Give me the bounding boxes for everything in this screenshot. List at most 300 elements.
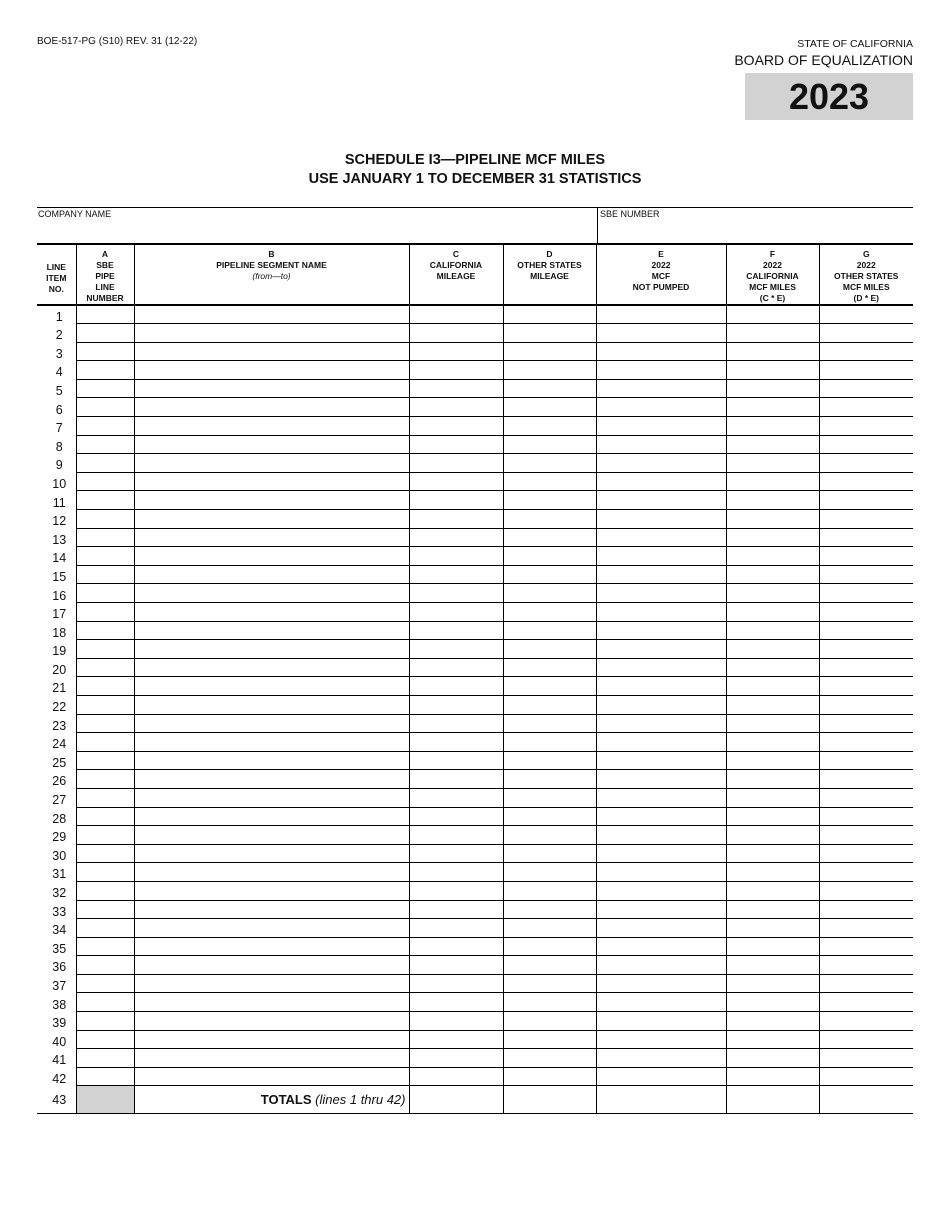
cell-other-states-mileage[interactable] [503, 454, 596, 473]
cell-other-states-mcf-miles[interactable] [819, 658, 913, 677]
cell-other-states-mileage[interactable] [503, 658, 596, 677]
cell-california-mileage[interactable] [409, 974, 503, 993]
cell-other-states-mcf-miles[interactable] [819, 807, 913, 826]
cell-sbe-pipe-line-number[interactable] [76, 863, 134, 882]
cell-california-mileage[interactable] [409, 677, 503, 696]
cell-sbe-pipe-line-number[interactable] [76, 324, 134, 343]
cell-pipeline-segment-name[interactable] [134, 714, 409, 733]
cell-california-mcf-miles[interactable] [726, 974, 819, 993]
cell-mcf-not-pumped[interactable] [596, 603, 726, 622]
cell-other-states-mcf-miles[interactable] [819, 379, 913, 398]
cell-pipeline-segment-name[interactable] [134, 565, 409, 584]
cell-mcf-not-pumped[interactable] [596, 658, 726, 677]
cell-other-states-mcf-miles[interactable] [819, 919, 913, 938]
cell-other-states-mcf-miles[interactable] [819, 993, 913, 1012]
cell-other-states-mileage[interactable] [503, 974, 596, 993]
cell-pipeline-segment-name[interactable] [134, 881, 409, 900]
cell-california-mcf-miles[interactable] [726, 510, 819, 529]
cell-california-mileage[interactable] [409, 844, 503, 863]
cell-mcf-not-pumped[interactable] [596, 1067, 726, 1086]
cell-california-mileage[interactable] [409, 621, 503, 640]
cell-pipeline-segment-name[interactable] [134, 863, 409, 882]
cell-pipeline-segment-name[interactable] [134, 603, 409, 622]
cell-mcf-not-pumped[interactable] [596, 993, 726, 1012]
cell-california-mileage[interactable] [409, 565, 503, 584]
cell-sbe-pipe-line-number[interactable] [76, 640, 134, 659]
cell-other-states-mcf-miles[interactable] [819, 565, 913, 584]
cell-other-states-mcf-miles[interactable] [819, 417, 913, 436]
cell-sbe-pipe-line-number[interactable] [76, 547, 134, 566]
cell-other-states-mcf-miles[interactable] [819, 491, 913, 510]
cell-mcf-not-pumped[interactable] [596, 974, 726, 993]
cell-sbe-pipe-line-number[interactable] [76, 603, 134, 622]
cell-other-states-mcf-miles[interactable] [819, 900, 913, 919]
cell-sbe-pipe-line-number[interactable] [76, 398, 134, 417]
cell-california-mcf-miles[interactable] [726, 1012, 819, 1031]
cell-california-mcf-miles[interactable] [726, 398, 819, 417]
cell-pipeline-segment-name[interactable] [134, 974, 409, 993]
cell-california-mcf-miles[interactable] [726, 342, 819, 361]
cell-other-states-mileage[interactable] [503, 491, 596, 510]
cell-mcf-not-pumped[interactable] [596, 621, 726, 640]
cell-sbe-pipe-line-number[interactable] [76, 417, 134, 436]
cell-other-states-mileage[interactable] [503, 640, 596, 659]
cell-california-mcf-miles[interactable] [726, 565, 819, 584]
cell-other-states-mcf-miles[interactable] [819, 695, 913, 714]
cell-mcf-not-pumped[interactable] [596, 919, 726, 938]
cell-mcf-not-pumped[interactable] [596, 751, 726, 770]
cell-pipeline-segment-name[interactable] [134, 621, 409, 640]
cell-mcf-not-pumped[interactable] [596, 900, 726, 919]
cell-other-states-mileage[interactable] [503, 417, 596, 436]
cell-sbe-pipe-line-number[interactable] [76, 454, 134, 473]
total-other-states-mileage[interactable] [503, 1086, 596, 1114]
cell-other-states-mcf-miles[interactable] [819, 361, 913, 380]
cell-california-mcf-miles[interactable] [726, 658, 819, 677]
cell-other-states-mileage[interactable] [503, 324, 596, 343]
cell-california-mileage[interactable] [409, 305, 503, 324]
cell-california-mileage[interactable] [409, 398, 503, 417]
cell-california-mcf-miles[interactable] [726, 640, 819, 659]
cell-other-states-mcf-miles[interactable] [819, 472, 913, 491]
cell-other-states-mileage[interactable] [503, 807, 596, 826]
cell-other-states-mcf-miles[interactable] [819, 510, 913, 529]
cell-sbe-pipe-line-number[interactable] [76, 844, 134, 863]
cell-sbe-pipe-line-number[interactable] [76, 677, 134, 696]
cell-california-mileage[interactable] [409, 807, 503, 826]
cell-other-states-mcf-miles[interactable] [819, 1067, 913, 1086]
cell-sbe-pipe-line-number[interactable] [76, 733, 134, 752]
cell-other-states-mileage[interactable] [503, 621, 596, 640]
cell-california-mileage[interactable] [409, 863, 503, 882]
cell-other-states-mileage[interactable] [503, 305, 596, 324]
cell-mcf-not-pumped[interactable] [596, 844, 726, 863]
cell-california-mcf-miles[interactable] [726, 993, 819, 1012]
total-california-mcf-miles[interactable] [726, 1086, 819, 1114]
cell-sbe-pipe-line-number[interactable] [76, 361, 134, 380]
cell-sbe-pipe-line-number[interactable] [76, 770, 134, 789]
cell-mcf-not-pumped[interactable] [596, 1012, 726, 1031]
cell-sbe-pipe-line-number[interactable] [76, 826, 134, 845]
cell-sbe-pipe-line-number[interactable] [76, 435, 134, 454]
cell-sbe-pipe-line-number[interactable] [76, 974, 134, 993]
cell-pipeline-segment-name[interactable] [134, 324, 409, 343]
cell-pipeline-segment-name[interactable] [134, 417, 409, 436]
cell-other-states-mcf-miles[interactable] [819, 733, 913, 752]
total-other-states-mcf-miles[interactable] [819, 1086, 913, 1114]
cell-california-mileage[interactable] [409, 324, 503, 343]
cell-mcf-not-pumped[interactable] [596, 807, 726, 826]
cell-other-states-mcf-miles[interactable] [819, 1049, 913, 1068]
cell-other-states-mileage[interactable] [503, 826, 596, 845]
cell-other-states-mcf-miles[interactable] [819, 528, 913, 547]
cell-sbe-pipe-line-number[interactable] [76, 788, 134, 807]
cell-california-mileage[interactable] [409, 900, 503, 919]
cell-other-states-mileage[interactable] [503, 751, 596, 770]
cell-california-mileage[interactable] [409, 342, 503, 361]
cell-california-mcf-miles[interactable] [726, 807, 819, 826]
cell-sbe-pipe-line-number[interactable] [76, 584, 134, 603]
cell-other-states-mcf-miles[interactable] [819, 788, 913, 807]
cell-other-states-mcf-miles[interactable] [819, 454, 913, 473]
company-name-field[interactable] [37, 208, 597, 244]
cell-california-mcf-miles[interactable] [726, 472, 819, 491]
cell-california-mileage[interactable] [409, 547, 503, 566]
cell-california-mileage[interactable] [409, 956, 503, 975]
cell-california-mileage[interactable] [409, 695, 503, 714]
cell-other-states-mileage[interactable] [503, 844, 596, 863]
cell-california-mcf-miles[interactable] [726, 1049, 819, 1068]
cell-other-states-mileage[interactable] [503, 770, 596, 789]
cell-pipeline-segment-name[interactable] [134, 342, 409, 361]
cell-california-mcf-miles[interactable] [726, 881, 819, 900]
cell-sbe-pipe-line-number[interactable] [76, 379, 134, 398]
cell-other-states-mileage[interactable] [503, 603, 596, 622]
cell-other-states-mileage[interactable] [503, 714, 596, 733]
cell-pipeline-segment-name[interactable] [134, 435, 409, 454]
cell-other-states-mileage[interactable] [503, 677, 596, 696]
cell-pipeline-segment-name[interactable] [134, 491, 409, 510]
cell-pipeline-segment-name[interactable] [134, 361, 409, 380]
cell-sbe-pipe-line-number[interactable] [76, 1067, 134, 1086]
cell-sbe-pipe-line-number[interactable] [76, 919, 134, 938]
cell-sbe-pipe-line-number[interactable] [76, 621, 134, 640]
cell-other-states-mcf-miles[interactable] [819, 342, 913, 361]
cell-other-states-mcf-miles[interactable] [819, 956, 913, 975]
cell-california-mcf-miles[interactable] [726, 788, 819, 807]
cell-california-mcf-miles[interactable] [726, 900, 819, 919]
cell-pipeline-segment-name[interactable] [134, 956, 409, 975]
cell-other-states-mileage[interactable] [503, 379, 596, 398]
cell-pipeline-segment-name[interactable] [134, 305, 409, 324]
cell-mcf-not-pumped[interactable] [596, 547, 726, 566]
cell-other-states-mcf-miles[interactable] [819, 826, 913, 845]
cell-sbe-pipe-line-number[interactable] [76, 751, 134, 770]
cell-pipeline-segment-name[interactable] [134, 919, 409, 938]
cell-pipeline-segment-name[interactable] [134, 379, 409, 398]
cell-sbe-pipe-line-number[interactable] [76, 305, 134, 324]
cell-pipeline-segment-name[interactable] [134, 472, 409, 491]
cell-pipeline-segment-name[interactable] [134, 1012, 409, 1031]
cell-mcf-not-pumped[interactable] [596, 1030, 726, 1049]
cell-sbe-pipe-line-number[interactable] [76, 510, 134, 529]
cell-california-mileage[interactable] [409, 491, 503, 510]
cell-sbe-pipe-line-number[interactable] [76, 1012, 134, 1031]
cell-mcf-not-pumped[interactable] [596, 1049, 726, 1068]
cell-mcf-not-pumped[interactable] [596, 956, 726, 975]
cell-other-states-mcf-miles[interactable] [819, 324, 913, 343]
cell-other-states-mcf-miles[interactable] [819, 640, 913, 659]
cell-pipeline-segment-name[interactable] [134, 454, 409, 473]
cell-california-mcf-miles[interactable] [726, 919, 819, 938]
cell-california-mcf-miles[interactable] [726, 1030, 819, 1049]
cell-other-states-mileage[interactable] [503, 900, 596, 919]
cell-other-states-mileage[interactable] [503, 695, 596, 714]
cell-california-mcf-miles[interactable] [726, 733, 819, 752]
cell-sbe-pipe-line-number[interactable] [76, 900, 134, 919]
cell-california-mcf-miles[interactable] [726, 956, 819, 975]
cell-pipeline-segment-name[interactable] [134, 528, 409, 547]
cell-pipeline-segment-name[interactable] [134, 658, 409, 677]
cell-pipeline-segment-name[interactable] [134, 826, 409, 845]
cell-pipeline-segment-name[interactable] [134, 733, 409, 752]
cell-pipeline-segment-name[interactable] [134, 640, 409, 659]
cell-california-mileage[interactable] [409, 714, 503, 733]
cell-mcf-not-pumped[interactable] [596, 361, 726, 380]
cell-other-states-mcf-miles[interactable] [819, 937, 913, 956]
cell-other-states-mcf-miles[interactable] [819, 714, 913, 733]
cell-mcf-not-pumped[interactable] [596, 472, 726, 491]
cell-california-mileage[interactable] [409, 733, 503, 752]
cell-sbe-pipe-line-number[interactable] [76, 1049, 134, 1068]
cell-other-states-mileage[interactable] [503, 547, 596, 566]
cell-mcf-not-pumped[interactable] [596, 305, 726, 324]
cell-other-states-mcf-miles[interactable] [819, 1030, 913, 1049]
cell-other-states-mileage[interactable] [503, 733, 596, 752]
cell-california-mileage[interactable] [409, 454, 503, 473]
cell-pipeline-segment-name[interactable] [134, 900, 409, 919]
cell-pipeline-segment-name[interactable] [134, 547, 409, 566]
cell-other-states-mileage[interactable] [503, 863, 596, 882]
cell-sbe-pipe-line-number[interactable] [76, 472, 134, 491]
cell-sbe-pipe-line-number[interactable] [76, 695, 134, 714]
cell-pipeline-segment-name[interactable] [134, 844, 409, 863]
cell-california-mcf-miles[interactable] [726, 584, 819, 603]
cell-california-mcf-miles[interactable] [726, 1067, 819, 1086]
cell-other-states-mileage[interactable] [503, 435, 596, 454]
cell-mcf-not-pumped[interactable] [596, 770, 726, 789]
cell-other-states-mileage[interactable] [503, 472, 596, 491]
cell-california-mileage[interactable] [409, 435, 503, 454]
cell-other-states-mileage[interactable] [503, 956, 596, 975]
cell-other-states-mcf-miles[interactable] [819, 1012, 913, 1031]
cell-mcf-not-pumped[interactable] [596, 826, 726, 845]
cell-mcf-not-pumped[interactable] [596, 510, 726, 529]
cell-pipeline-segment-name[interactable] [134, 398, 409, 417]
cell-other-states-mileage[interactable] [503, 937, 596, 956]
cell-california-mcf-miles[interactable] [726, 361, 819, 380]
cell-pipeline-segment-name[interactable] [134, 807, 409, 826]
cell-other-states-mcf-miles[interactable] [819, 751, 913, 770]
cell-california-mcf-miles[interactable] [726, 603, 819, 622]
cell-sbe-pipe-line-number[interactable] [76, 342, 134, 361]
cell-sbe-pipe-line-number[interactable] [76, 807, 134, 826]
cell-pipeline-segment-name[interactable] [134, 1030, 409, 1049]
cell-california-mileage[interactable] [409, 770, 503, 789]
cell-mcf-not-pumped[interactable] [596, 417, 726, 436]
cell-mcf-not-pumped[interactable] [596, 640, 726, 659]
cell-california-mcf-miles[interactable] [726, 491, 819, 510]
cell-mcf-not-pumped[interactable] [596, 881, 726, 900]
cell-california-mileage[interactable] [409, 1030, 503, 1049]
cell-other-states-mileage[interactable] [503, 1049, 596, 1068]
cell-california-mileage[interactable] [409, 993, 503, 1012]
cell-california-mileage[interactable] [409, 603, 503, 622]
cell-california-mileage[interactable] [409, 1012, 503, 1031]
cell-mcf-not-pumped[interactable] [596, 733, 726, 752]
cell-other-states-mileage[interactable] [503, 1067, 596, 1086]
cell-mcf-not-pumped[interactable] [596, 677, 726, 696]
cell-california-mileage[interactable] [409, 788, 503, 807]
cell-pipeline-segment-name[interactable] [134, 993, 409, 1012]
cell-other-states-mcf-miles[interactable] [819, 881, 913, 900]
cell-california-mcf-miles[interactable] [726, 435, 819, 454]
cell-california-mcf-miles[interactable] [726, 621, 819, 640]
cell-other-states-mcf-miles[interactable] [819, 435, 913, 454]
cell-other-states-mileage[interactable] [503, 342, 596, 361]
cell-california-mileage[interactable] [409, 640, 503, 659]
cell-california-mileage[interactable] [409, 919, 503, 938]
cell-other-states-mileage[interactable] [503, 361, 596, 380]
cell-california-mcf-miles[interactable] [726, 547, 819, 566]
cell-sbe-pipe-line-number[interactable] [76, 658, 134, 677]
cell-sbe-pipe-line-number[interactable] [76, 993, 134, 1012]
cell-mcf-not-pumped[interactable] [596, 565, 726, 584]
cell-other-states-mcf-miles[interactable] [819, 974, 913, 993]
cell-mcf-not-pumped[interactable] [596, 435, 726, 454]
cell-california-mileage[interactable] [409, 658, 503, 677]
cell-sbe-pipe-line-number[interactable] [76, 528, 134, 547]
cell-california-mcf-miles[interactable] [726, 379, 819, 398]
cell-california-mcf-miles[interactable] [726, 695, 819, 714]
cell-pipeline-segment-name[interactable] [134, 751, 409, 770]
cell-sbe-pipe-line-number[interactable] [76, 714, 134, 733]
cell-california-mileage[interactable] [409, 510, 503, 529]
cell-mcf-not-pumped[interactable] [596, 491, 726, 510]
cell-mcf-not-pumped[interactable] [596, 584, 726, 603]
cell-other-states-mileage[interactable] [503, 881, 596, 900]
cell-other-states-mileage[interactable] [503, 1030, 596, 1049]
cell-other-states-mileage[interactable] [503, 788, 596, 807]
cell-california-mileage[interactable] [409, 361, 503, 380]
cell-pipeline-segment-name[interactable] [134, 788, 409, 807]
cell-california-mileage[interactable] [409, 417, 503, 436]
total-mcf-not-pumped[interactable] [596, 1086, 726, 1114]
cell-california-mileage[interactable] [409, 937, 503, 956]
cell-other-states-mcf-miles[interactable] [819, 603, 913, 622]
cell-other-states-mcf-miles[interactable] [819, 677, 913, 696]
cell-california-mcf-miles[interactable] [726, 751, 819, 770]
cell-pipeline-segment-name[interactable] [134, 1067, 409, 1086]
cell-california-mcf-miles[interactable] [726, 770, 819, 789]
cell-other-states-mcf-miles[interactable] [819, 547, 913, 566]
cell-pipeline-segment-name[interactable] [134, 677, 409, 696]
cell-other-states-mcf-miles[interactable] [819, 621, 913, 640]
cell-pipeline-segment-name[interactable] [134, 584, 409, 603]
cell-mcf-not-pumped[interactable] [596, 863, 726, 882]
cell-sbe-pipe-line-number[interactable] [76, 956, 134, 975]
cell-other-states-mcf-miles[interactable] [819, 770, 913, 789]
cell-other-states-mileage[interactable] [503, 510, 596, 529]
cell-california-mcf-miles[interactable] [726, 677, 819, 696]
cell-california-mcf-miles[interactable] [726, 454, 819, 473]
cell-california-mileage[interactable] [409, 584, 503, 603]
cell-california-mileage[interactable] [409, 826, 503, 845]
cell-california-mileage[interactable] [409, 1067, 503, 1086]
cell-california-mcf-miles[interactable] [726, 324, 819, 343]
cell-california-mcf-miles[interactable] [726, 863, 819, 882]
cell-mcf-not-pumped[interactable] [596, 379, 726, 398]
cell-other-states-mileage[interactable] [503, 584, 596, 603]
cell-other-states-mileage[interactable] [503, 1012, 596, 1031]
cell-california-mcf-miles[interactable] [726, 528, 819, 547]
cell-pipeline-segment-name[interactable] [134, 770, 409, 789]
cell-california-mileage[interactable] [409, 379, 503, 398]
cell-other-states-mileage[interactable] [503, 398, 596, 417]
cell-sbe-pipe-line-number[interactable] [76, 937, 134, 956]
cell-sbe-pipe-line-number[interactable] [76, 491, 134, 510]
cell-pipeline-segment-name[interactable] [134, 937, 409, 956]
cell-other-states-mileage[interactable] [503, 528, 596, 547]
cell-mcf-not-pumped[interactable] [596, 398, 726, 417]
cell-pipeline-segment-name[interactable] [134, 1049, 409, 1068]
cell-california-mileage[interactable] [409, 472, 503, 491]
cell-other-states-mcf-miles[interactable] [819, 398, 913, 417]
cell-other-states-mcf-miles[interactable] [819, 305, 913, 324]
cell-california-mcf-miles[interactable] [726, 937, 819, 956]
cell-pipeline-segment-name[interactable] [134, 695, 409, 714]
cell-california-mileage[interactable] [409, 751, 503, 770]
cell-other-states-mcf-miles[interactable] [819, 863, 913, 882]
cell-other-states-mileage[interactable] [503, 993, 596, 1012]
cell-mcf-not-pumped[interactable] [596, 454, 726, 473]
cell-california-mileage[interactable] [409, 881, 503, 900]
total-california-mileage[interactable] [409, 1086, 503, 1114]
cell-california-mcf-miles[interactable] [726, 417, 819, 436]
cell-sbe-pipe-line-number[interactable] [76, 1030, 134, 1049]
cell-mcf-not-pumped[interactable] [596, 324, 726, 343]
cell-mcf-not-pumped[interactable] [596, 714, 726, 733]
cell-mcf-not-pumped[interactable] [596, 937, 726, 956]
sbe-number-field[interactable] [597, 208, 913, 244]
cell-other-states-mcf-miles[interactable] [819, 584, 913, 603]
cell-mcf-not-pumped[interactable] [596, 528, 726, 547]
cell-other-states-mileage[interactable] [503, 919, 596, 938]
cell-other-states-mcf-miles[interactable] [819, 844, 913, 863]
cell-sbe-pipe-line-number[interactable] [76, 881, 134, 900]
cell-pipeline-segment-name[interactable] [134, 510, 409, 529]
cell-california-mcf-miles[interactable] [726, 844, 819, 863]
cell-california-mcf-miles[interactable] [726, 305, 819, 324]
cell-sbe-pipe-line-number[interactable] [76, 565, 134, 584]
cell-mcf-not-pumped[interactable] [596, 788, 726, 807]
cell-california-mileage[interactable] [409, 528, 503, 547]
cell-mcf-not-pumped[interactable] [596, 695, 726, 714]
cell-california-mcf-miles[interactable] [726, 714, 819, 733]
cell-california-mcf-miles[interactable] [726, 826, 819, 845]
cell-mcf-not-pumped[interactable] [596, 342, 726, 361]
cell-other-states-mileage[interactable] [503, 565, 596, 584]
